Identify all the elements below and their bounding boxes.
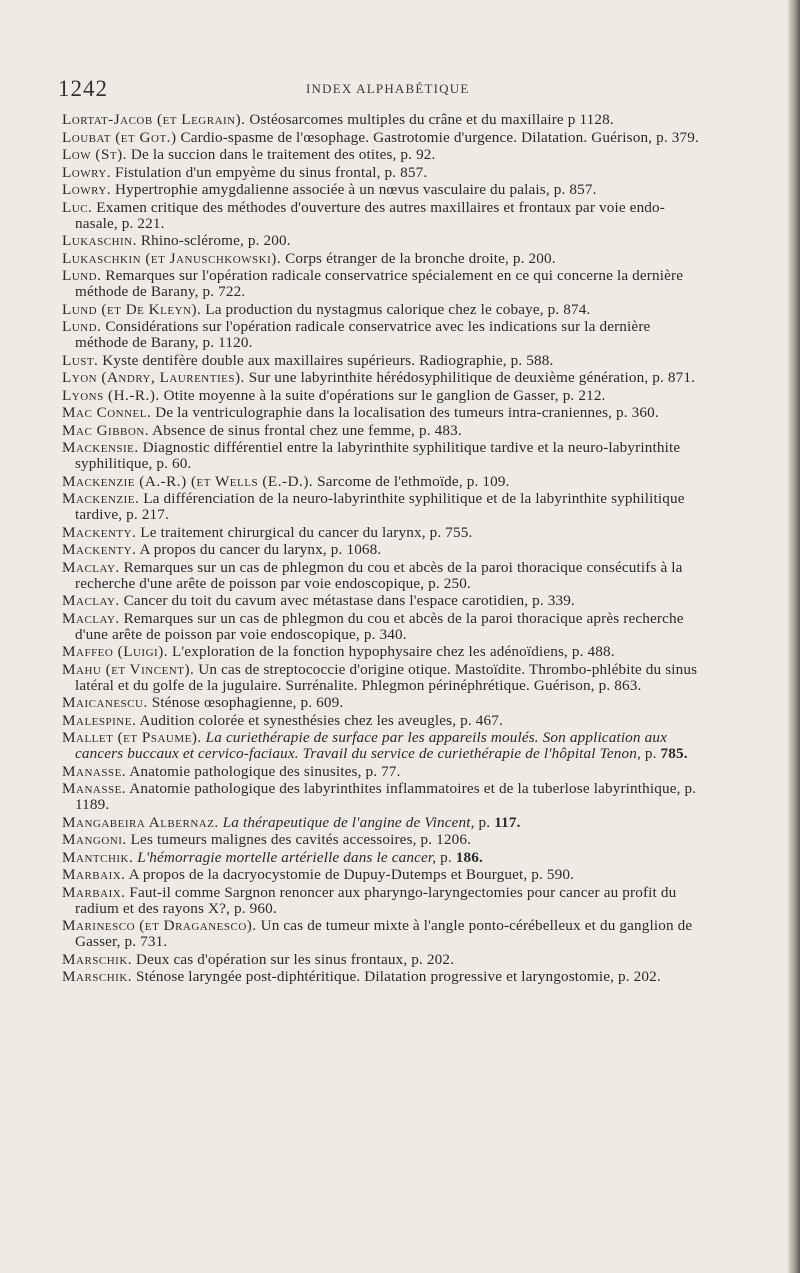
entry-text: Anatomie pathologique des sinusites, p. 77. [126,762,401,780]
index-entry [62,405,702,421]
entry-author: Maffeo (Luigi). [62,643,169,660]
entry-title-italic: La curiethérapie de surface par les appareils moulés. Son application aux cancers buccaux et cervico-faciaux. Travail du service de curiethérapie de l'hôpital Tenon, [75,729,667,762]
index-entry [62,560,702,592]
entry-text: A propos du cancer du larynx, p. 1068. [136,541,382,558]
index-entry [62,423,702,439]
entry-text: Considérations sur l'opération radicale conservatrice avec les indications sur la dernière méthode de Barany, p. 1120. [75,318,651,351]
index-entry [62,525,702,541]
entry-text: La différenciation de la neuro-labyrinthite syphilitique et de la labyrinthite syphilitique tardive, p. 217. [75,490,685,523]
entry-author: Mantchik. [62,848,134,866]
index-entry [62,474,702,490]
entry-author: Mackenzie. [62,490,140,507]
entry-author: Mangabeira Albernaz. [62,813,219,831]
index-entries [62,112,702,987]
entry-page-bold: 186. [455,848,483,866]
index-entry [62,370,702,386]
entry-text: Un cas de streptococcie d'origine otique. Mastoïdite. Thrombo-phlébite du sinus latéral et du golfe de la jugulaire. Surrénalite. Phlegmon périnéphrétique. Guérison, p. 863. [75,660,698,694]
entry-author: Marschik. [62,968,133,985]
entry-text: De la succion dans le traitement des otites, p. 92. [126,146,436,163]
index-entry [62,764,702,780]
index-entry [62,611,702,643]
page-header [58,76,708,100]
entry-text: Deux cas d'opération sur les sinus frontaux, p. 202. [132,950,455,968]
entry-text: Sarcome de l'ethmoïde, p. 109. [313,472,510,490]
entry-text: Faut-il comme Sargnon renoncer aux pharyngo-laryngectomies pour cancer au profit du radium et des rayons X?, p. 960. [75,883,677,917]
entry-author: Marbaix. [62,883,126,901]
entry-author: Mackenty. [62,541,137,558]
index-entry [62,593,702,609]
index-entry [62,832,702,848]
index-entry [62,491,702,523]
entry-author: Maicanescu. [62,694,148,711]
entry-text: Remarques sur un cas de phlegmon du cou et abcès de la paroi thoracique après recherche d'une arête de poisson par voie endoscopique, p. 340. [75,609,684,643]
index-entry [62,319,702,351]
entry-text: Examen critique des méthodes d'ouverture des autres maxillaires et frontaux par voie endo-nasale, p. 221. [75,198,666,232]
index-entry [62,542,702,558]
entry-text: p. [640,745,661,762]
entry-text: Diagnostic différentiel entre la labyrinthite syphilitique tardive et la neuro-labyrinthite syphilitique, p. 60. [75,439,681,472]
entry-author: Lund. [62,267,102,284]
entry-author: Mahu (et Vincent). [62,660,195,678]
index-entry [62,200,702,232]
entry-text: Sur une labyrinthite hérédosyphilitique de deuxième génération, p. 871. [244,369,696,386]
entry-text: L'exploration de la fonction hypophysaire chez les adénoïdiens, p. 488. [168,643,615,660]
entry-author: Lust. [62,351,99,369]
running-title: INDEX ALPHABÉTIQUE [306,81,470,96]
entry-text: Sténose laryngée post-diphtéritique. Dilatation progressive et laryngostomie, p. 202. [132,968,661,985]
entry-text: p. [436,848,456,866]
entry-text: Otite moyenne à la suite d'opérations sur le ganglion de Gasser, p. 212. [159,386,606,404]
index-entry [62,644,702,660]
entry-text: Les tumeurs malignes des cavités accessoires, p. 1206. [126,831,472,848]
index-entry [62,268,702,300]
entry-text: Fistulation d'un empyème du sinus frontal, p. 857. [111,163,428,181]
entry-author: Mackenty. [62,523,137,541]
entry-page-bold: 117. [494,813,521,831]
entry-title-italic: L'hémorragie mortelle artérielle dans le cancer, [133,848,437,866]
entry-text: Un cas de tumeur mixte à l'angle ponto-cérébelleux et du ganglion de Gasser, p. 731. [75,917,693,950]
entry-text: Rhino-sclérome, p. 200. [136,232,291,249]
index-entry [62,815,702,831]
index-entry [62,353,702,369]
entry-text: Sténose œsophagienne, p. 609. [147,694,344,711]
entry-author: Malespine. [62,711,137,729]
entry-text: Remarques sur un cas de phlegmon du cou et abcès de la paroi thoracique consécutifs à la recherche d'une arête de poisson par voie endoscopique, p. 250. [75,558,683,592]
entry-text: Anatomie pathologique des labyrinthites inflammatoires et de la tuberlose labyrinthique, p. 1189. [75,780,697,813]
entry-author: Lukaschkin (et Januschkowski). [62,249,282,267]
page-edge-shadow [788,0,800,1273]
index-entry [62,867,702,883]
entry-author: Low (St). [62,146,127,163]
entry-text: De la ventriculographie dans la localisation des tumeurs intra-craniennes, p. 360. [151,404,659,421]
entry-author: Luc. [62,198,93,216]
entry-author: Marinesco (et Draganesco). [62,917,257,934]
entry-author: Lukaschin. [62,232,137,249]
entry-text: Cardio-spasme de l'œsophage. Gastrotomie d'urgence. Dilatation. Guérison, p. 379. [176,128,699,146]
entry-text: Hypertrophie amygdalienne associée à un nœvus vasculaire du palais, p. 857. [111,181,597,198]
entry-author: Maclay. [62,558,120,576]
entry-author: Lowry. [62,163,112,181]
entry-author: Mackensie. [62,439,139,456]
index-entry [62,388,702,404]
index-entry [62,251,702,267]
entry-text: Le traitement chirurgical du cancer du larynx, p. 755. [136,523,473,541]
index-entry [62,130,702,146]
index-entry [62,781,702,813]
index-entry [62,302,702,318]
entry-text: Audition colorée et synesthésies chez les aveugles, p. 467. [136,711,503,729]
index-entry [62,713,702,729]
index-entry [62,165,702,181]
entry-author: Marbaix. [62,866,126,883]
page-number: 1242 [58,76,108,101]
entry-author: Marschik. [62,950,133,968]
index-entry [62,885,702,917]
entry-title-italic: La thérapeutique de l'angine de Vincent, [218,813,475,831]
entry-author: Mallet (et Psaume). [62,729,202,746]
entry-text: Kyste dentifère double aux maxillaires supérieurs. Radiographie, p. 588. [98,351,554,369]
index-entry [62,730,702,762]
entry-author: Mangoni. [62,831,127,848]
entry-text: Absence de sinus frontal chez une femme, p. 483. [149,421,462,439]
entry-text: p. [474,813,495,831]
entry-author: Lyons (H.-R.). [62,386,160,404]
index-entry [62,662,702,694]
entry-text: La production du nystagmus calorique chez le cobaye, p. 874. [201,300,591,318]
entry-author: Maclay. [62,592,120,609]
index-entry [62,969,702,985]
index-entry [62,112,702,128]
entry-author: Maclay. [62,609,120,627]
entry-author: Manasse. [62,762,127,780]
entry-text: Corps étranger de la bronche droite, p. 200. [281,249,556,267]
index-entry [62,952,702,968]
entry-page-bold: 785. [660,745,688,762]
entry-author: Mac Connel. [62,404,152,421]
entry-text: A propos de la dacryocystomie de Dupuy-Dutemps et Bourguet, p. 590. [125,866,575,883]
entry-author: Lowry. [62,181,112,198]
entry-author: Lortat-Jacob (et Legrain). [62,111,246,128]
index-entry [62,440,702,472]
entry-author: Lyon (Andry, Laurenties). [62,369,245,386]
entry-text: Remarques sur l'opération radicale conservatrice spécialement en ce qui concerne la dernière méthode de Barany, p. 722. [75,267,684,300]
entry-author: Mackenzie (A.-R.) (et Wells (E.-D.). [62,472,314,490]
index-entry [62,182,702,198]
entry-text: Ostéosarcomes multiples du crâne et du maxillaire p 1128. [245,111,614,128]
entry-author: Loubat (et Got.) [62,128,177,146]
entry-author: Lund. [62,318,102,335]
index-entry [62,918,702,950]
entry-author: Manasse. [62,780,127,797]
index-entry [62,233,702,249]
entry-text: Cancer du toit du cavum avec métastase dans l'espace carotidien, p. 339. [119,592,575,609]
entry-author: Lund (et De Kleyn). [62,300,202,318]
entry-author: Mac Gibbon. [62,421,150,439]
index-entry [62,147,702,163]
index-entry [62,695,702,711]
index-entry [62,850,702,866]
